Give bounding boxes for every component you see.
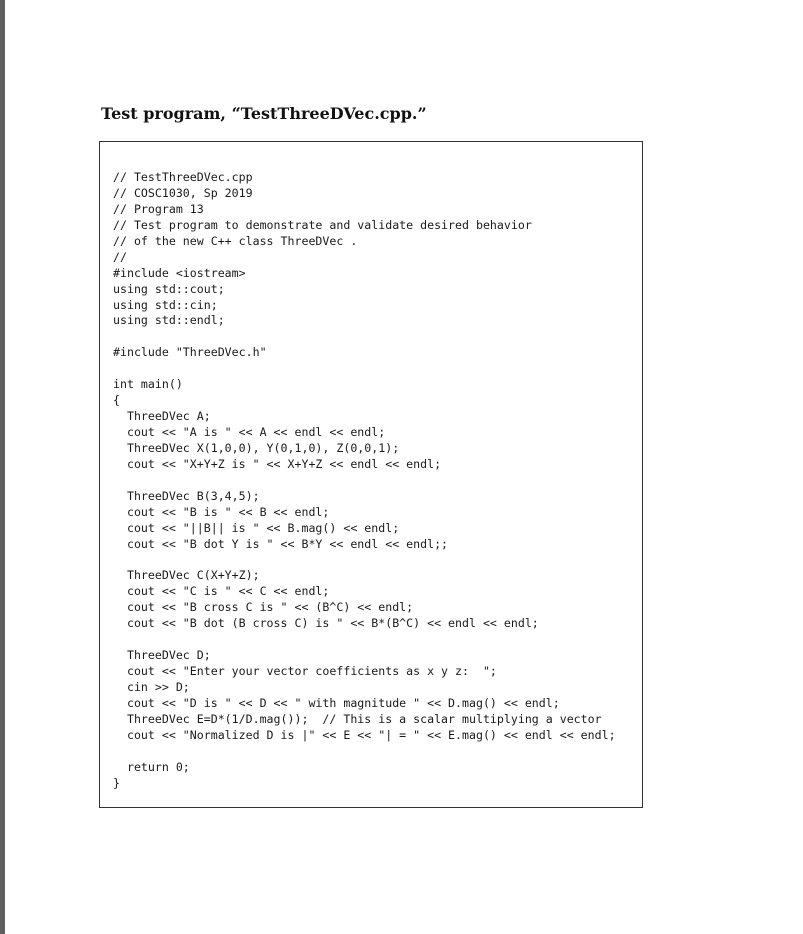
code-line [113,632,616,648]
code-line: cout << "X+Y+Z is " << X+Y+Z << endl << endl; [113,456,442,471]
document-page [5,0,803,934]
code-line: #include "ThreeDVec.h" [113,345,267,360]
code-line: ThreeDVec D; [113,648,211,663]
code-line: ThreeDVec X(1,0,0), Y(0,1,0), Z(0,0,1); [113,440,400,455]
code-line: ThreeDVec C(X+Y+Z); [113,568,260,583]
code-line: // COSC1030, Sp 2019 [113,185,253,200]
code-line: cout << "Enter your vector coefficients as x y z: "; [113,664,497,679]
code-line [113,744,616,760]
code-line: cout << "Normalized D is |" << E << "| = " << E.mag() << endl << endl; [113,727,616,742]
code-listing [113,170,616,792]
code-line: // Test program to demonstrate and validate desired behavior [113,217,532,232]
code-line: // TestThreeDVec.cpp [113,170,253,184]
code-line: cout << "B dot Y is " << B*Y << endl << endl;; [113,536,449,551]
section-heading: Test program, “TestThreeDVec.cpp.” [101,104,427,123]
code-line: // of the new C++ class ThreeDVec . [113,233,358,248]
code-line: using std::cout; [113,281,225,296]
code-line: cout << "C is " << C << endl; [113,584,330,599]
code-line: ThreeDVec A; [113,409,211,424]
code-line: cin >> D; [113,680,190,694]
code-line: #include <iostream> [113,265,246,280]
code-line: cout << "B dot (B cross C) is " << B*(B^C) << endl << endl; [113,616,539,631]
code-line [113,361,616,377]
code-line: using std::endl; [113,313,225,328]
code-line: cout << "A is " << A << endl << endl; [113,425,386,439]
code-line [113,553,616,569]
code-line: // Program 13 [113,201,204,216]
code-line: cout << "B is " << B << endl; [113,504,330,519]
code-line: } [113,775,120,790]
code-line [113,329,616,345]
code-line: using std::cin; [113,297,218,312]
code-line: ThreeDVec B(3,4,5); [113,488,260,503]
code-line: ThreeDVec E=D*(1/D.mag()); // This is a scalar multiplying a vector [113,711,602,726]
code-line [113,473,616,489]
code-line: return 0; [113,759,190,774]
code-line: { [113,393,120,408]
code-line: // [113,249,127,264]
code-line: cout << "B cross C is " << (B^C) << endl; [113,600,414,615]
code-line: cout << "||B|| is " << B.mag() << endl; [113,520,400,535]
code-listing-box [99,141,643,808]
code-line: cout << "D is " << D << " with magnitude " << D.mag() << endl; [113,695,560,710]
code-line: int main() [113,377,183,392]
